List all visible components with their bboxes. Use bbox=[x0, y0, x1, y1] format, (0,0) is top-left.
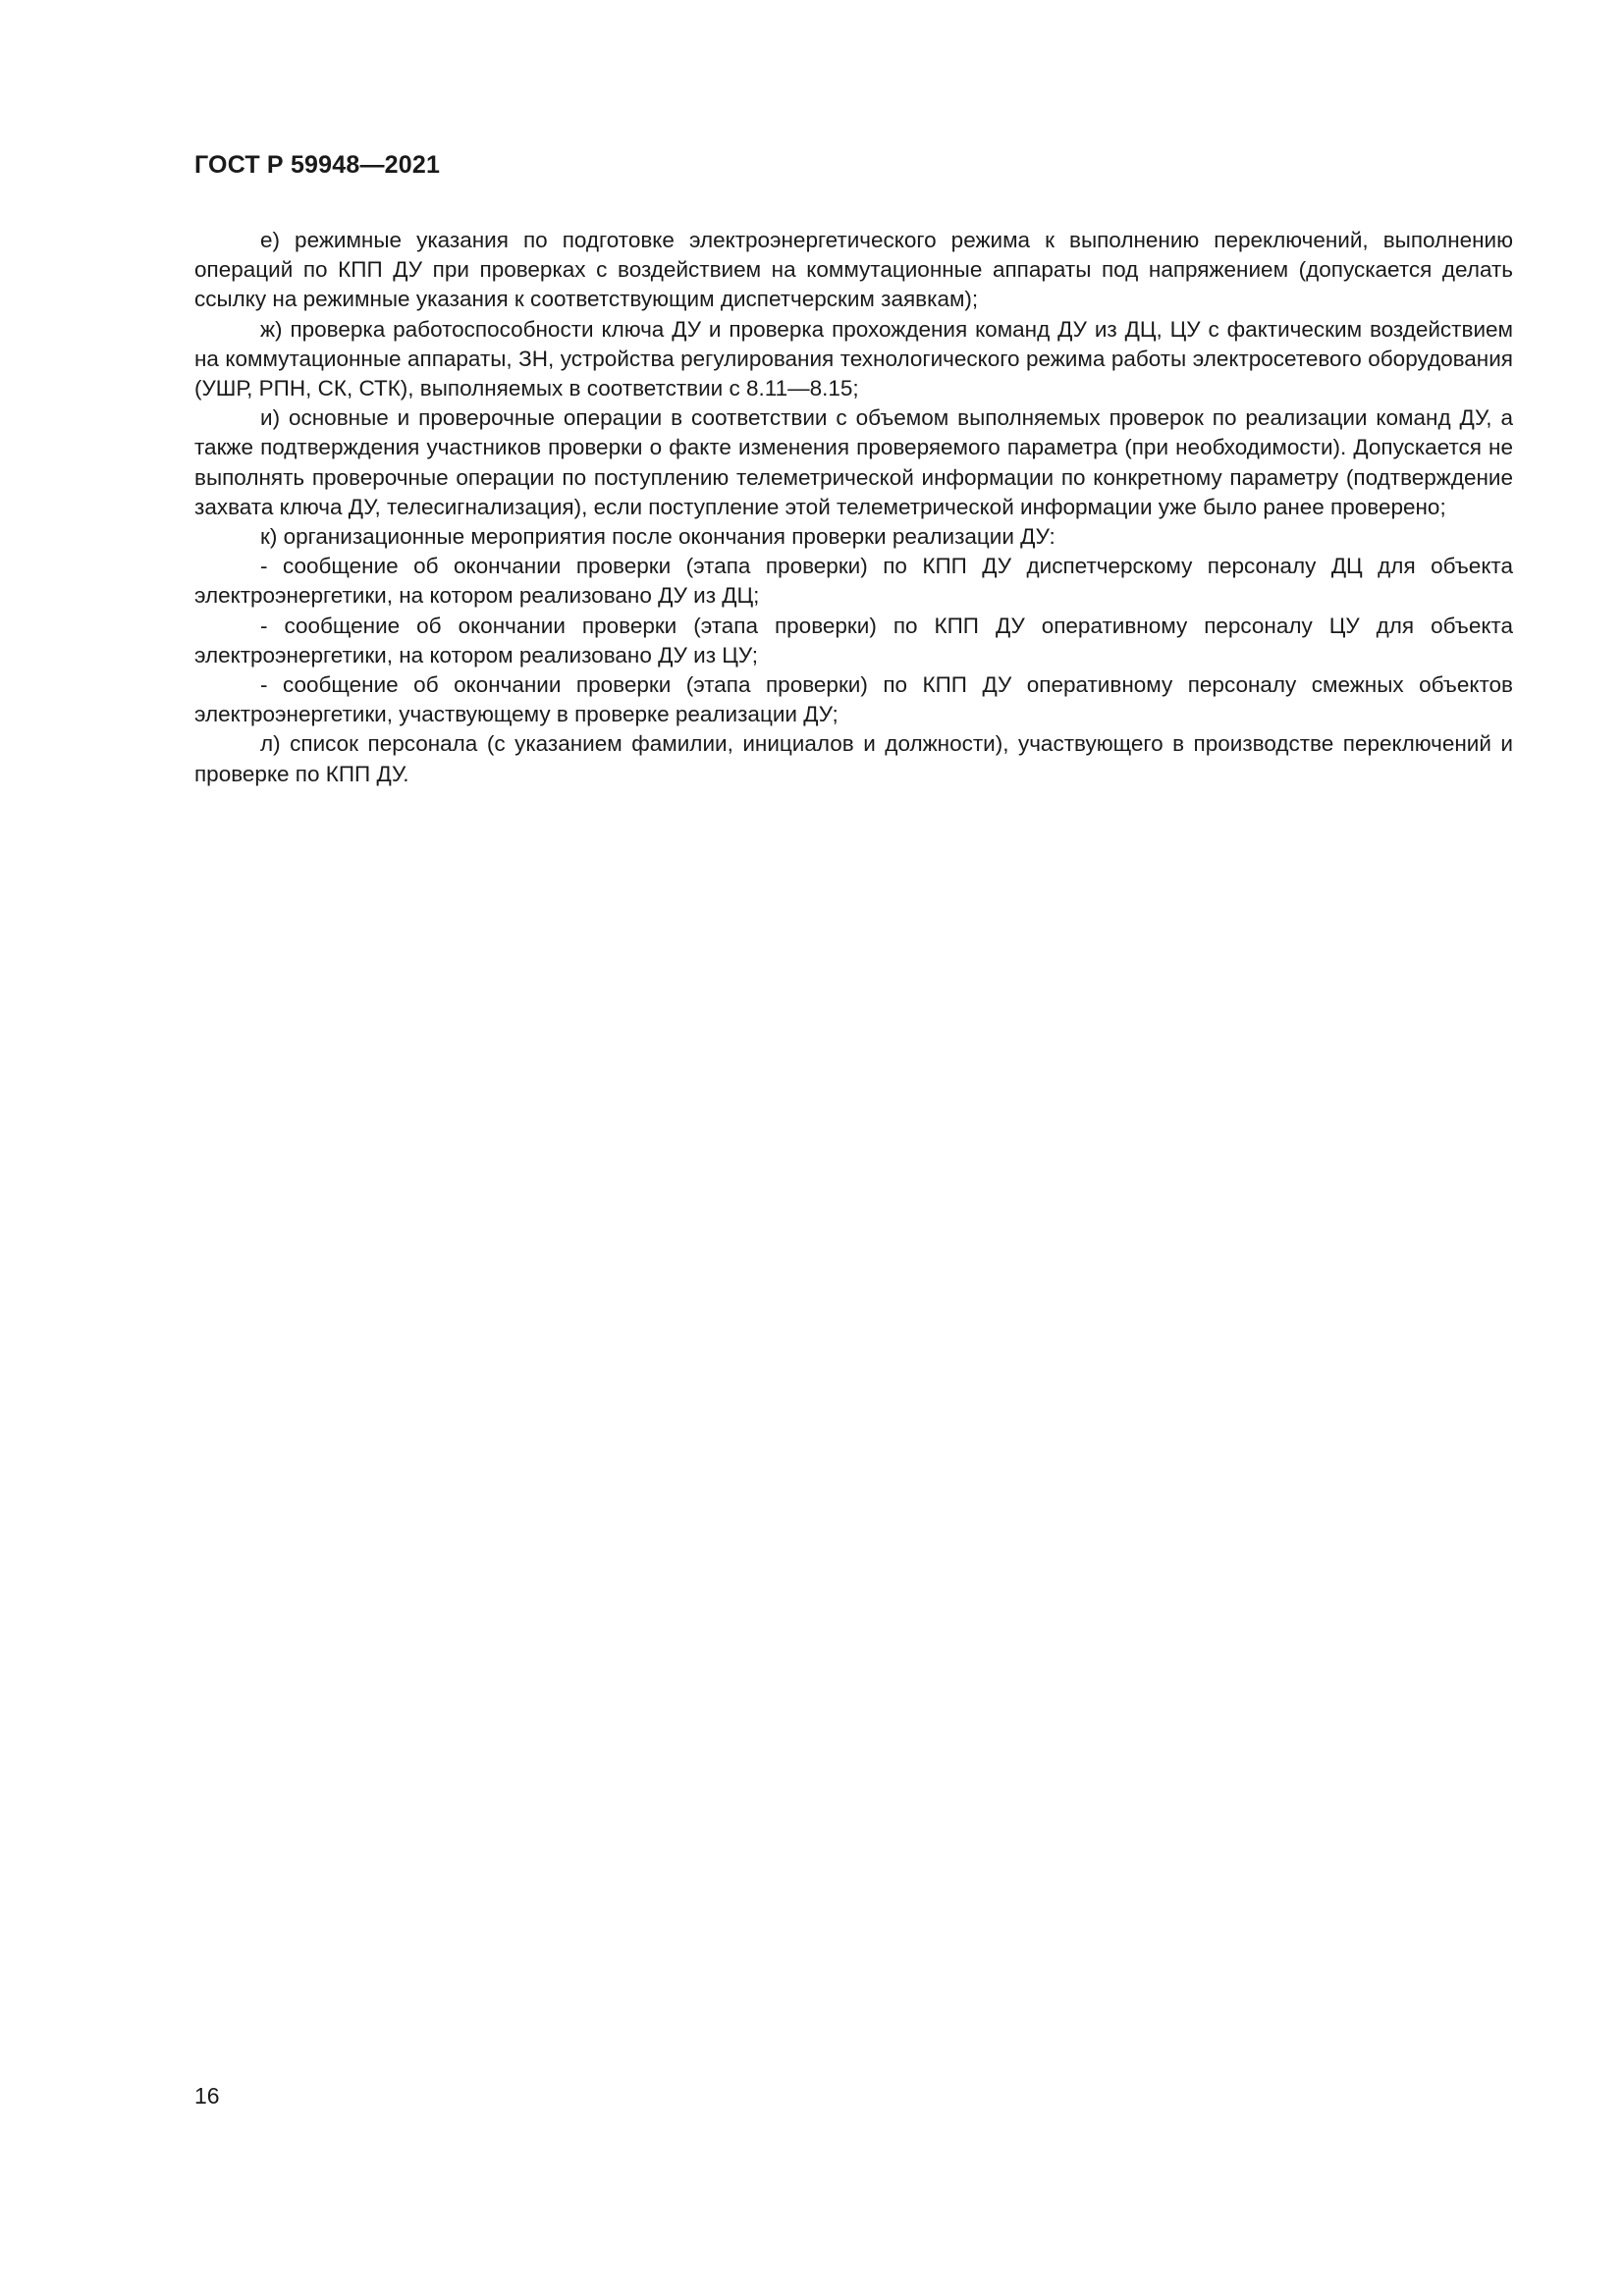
list-item: - сообщение об окончании проверки (этапа проверки) по КПП ДУ оперативному персоналу ЦУ для объекта электроэнергетики, на котором реализовано ДУ из ЦУ; bbox=[194, 613, 1513, 667]
paragraph-l: л) список персонала (с указанием фамилии, инициалов и должности), участвующего в производстве переключений и проверке по КПП ДУ. bbox=[194, 731, 1513, 786]
document-header: ГОСТ Р 59948—2021 bbox=[194, 151, 441, 179]
paragraph-k: к) организационные мероприятия после окончания проверки реализации ДУ: bbox=[260, 524, 1056, 550]
paragraph-zh: ж) проверка работоспособности ключа ДУ и проверка прохождения команд ДУ из ДЦ, ЦУ с фактическим воздействием на коммутационные аппараты, ЗН, устройства регулирования технологического режима работы электросетевого оборудования (УШР, РПН, СК, СТК), выполняемых в соответствии с 8.11—8.15; bbox=[194, 316, 1513, 401]
paragraph-e: е) режимные указания по подготовке электроэнергетического режима к выполнению переключений, выполнению операций по КПП ДУ при проверках с воздействием на коммутационные аппараты под напряжением (допускается делать ссылку на режимные указания к соответствующим диспетчерским заявкам); bbox=[194, 228, 1513, 312]
paragraph-i: и) основные и проверочные операции в соответствии с объемом выполняемых проверок по реализации команд ДУ, а также подтверждения участников проверки о факте изменения проверяемого параметра (при необходимости). Допускается не выполнять проверочные операции по поступлению телеметрической информации по конкретному параметру (подтверждение захвата ключа ДУ, телесигнализация), если поступление этой телеметрической информации уже было ранее проверено; bbox=[194, 405, 1513, 519]
list-item: - сообщение об окончании проверки (этапа проверки) по КПП ДУ диспетчерскому персоналу ДЦ для объекта электроэнергетики, на котором реализовано ДУ из ДЦ; bbox=[194, 554, 1513, 609]
list-item: - сообщение об окончании проверки (этапа проверки) по КПП ДУ оперативному персоналу смежных объектов электроэнергетики, участвующему в проверке реализации ДУ; bbox=[194, 672, 1513, 727]
document-body bbox=[194, 226, 1513, 789]
page-number: 16 bbox=[194, 2083, 220, 2109]
